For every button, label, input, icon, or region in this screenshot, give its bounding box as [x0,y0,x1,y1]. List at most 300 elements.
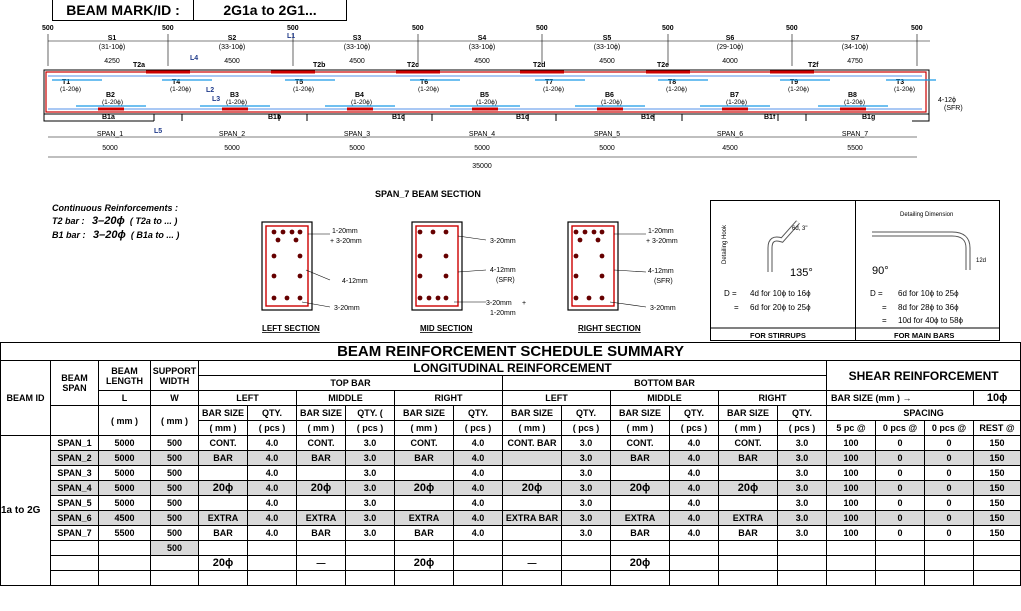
h-qty-5: QTY. [670,406,719,421]
side-bar-dot [418,254,423,259]
top-left-qty: 4.0 [248,526,297,541]
bot-right-qty: 3.0 [778,436,827,451]
top-left-size: 20ϕ [199,556,248,571]
bot-mid-size: CONT. [611,436,670,451]
bot-left-size [503,451,562,466]
length-cell: 5000 [99,496,151,511]
stirrup-rule-1: 4d for 10ϕ to 16ϕ [750,289,811,298]
side-bar-dot [600,274,605,279]
bot-right-size: BAR [719,451,778,466]
top-left-qty: 4.0 [248,451,297,466]
bottom-bar-spec: (1-20ϕ) [226,99,247,106]
bot-right-qty: 3.0 [778,526,827,541]
side-bar-dot [272,254,277,259]
bottom-bar-dot [272,296,277,301]
stirrup-angle: 135° [790,267,813,279]
span-length: 5000 [599,145,615,152]
t2-note: ( T2a to ... ) [129,216,178,226]
top-bar-tag: T2a [133,62,146,69]
bot-right-size: EXTRA [719,511,778,526]
bottom-bar-spec: (1-20ϕ) [601,99,622,106]
sp-h-1: 0 pcs @ [876,421,925,436]
width-cell: 500 [151,481,199,496]
span-stirrup-length: 4500 [599,58,615,65]
bottom-bar-id: B8 [848,92,857,99]
h-bot-left: LEFT [503,391,611,406]
span-stirrup-id: S2 [227,35,237,42]
top-mid-qty: 3.0 [346,481,395,496]
bot-left-qty: 3.0 [562,511,611,526]
spacing-cell: 100 [827,526,876,541]
bot-mid-qty [670,541,719,556]
spacing-cell: 0 [876,466,925,481]
sp-h-3: REST @ [974,421,1021,436]
support-block [912,114,929,121]
beam-tag: B1e [641,114,654,121]
top-mid-qty: 3.0 [346,466,395,481]
span-stirrup-bars: (29-10ϕ) [716,44,744,51]
bottom-bar-dot [600,296,605,301]
side-bars-note: (SFR) [944,105,963,112]
beam-tag: B1f [764,114,776,121]
mid-bot-plus: + [522,300,527,307]
top-bar-id: T5 [295,79,304,86]
bot-mid-qty: 4.0 [670,496,719,511]
top-right-size: 20ϕ [395,481,454,496]
beam-id-cell: 1a to 2G [1,436,51,586]
right-top-label: 1-20mm [648,228,674,235]
stirrup-caption: FOR STIRRUPS [750,331,806,340]
top-mid-size: EXTRA [297,511,346,526]
spacing-cell: 100 [827,496,876,511]
top-right-qty: 4.0 [454,451,503,466]
spacing-cell: 100 [827,436,876,451]
width-cell [151,556,199,571]
h-mm-4: ( mm ) [503,421,562,436]
h-bs-1: BAR SIZE [199,406,248,421]
bot-mid-size [611,496,670,511]
total-length: 35000 [472,163,492,170]
mainbar-angle: 90° [872,265,889,277]
h-L: L [99,391,151,406]
bottom-bar-id: B7 [730,92,739,99]
bot-right-qty [778,556,827,571]
top-bar-tag: T2f [808,62,819,69]
length-cell [99,571,151,586]
spacing-cell: 100 [827,466,876,481]
stirrup-eq: = [734,303,739,312]
top-bar-id: T8 [668,79,677,86]
spacing-cell: 150 [974,436,1021,451]
span-length: 4500 [722,145,738,152]
stirrup-detail-box [711,201,856,341]
top-left-qty [248,571,297,586]
top-right-qty: 4.0 [454,496,503,511]
h-beam-span: BEAM SPAN [51,361,99,406]
bot-left-qty: 3.0 [562,496,611,511]
h-spacing: SPACING [827,406,1021,421]
h-pcs-3: ( pcs ) [454,421,503,436]
top-bar-id: T7 [545,79,554,86]
lap-mark: L1 [287,33,296,40]
bottom-bar-id: B4 [355,92,364,99]
width-cell: 500 [151,496,199,511]
span-length: 5000 [349,145,365,152]
top-left-qty [248,556,297,571]
bot-left-size [503,541,562,556]
h-qty-2: QTY. ( [346,406,395,421]
span-length: 5000 [102,145,118,152]
top-bar-tag: T2b [313,62,326,69]
top-mid-qty: 3.0 [346,451,395,466]
side-bar-dot [444,254,449,259]
top-mid-qty [346,556,395,571]
bot-right-size [719,466,778,481]
bot-right-size: 20ϕ [719,481,778,496]
width-cell: 500 [151,466,199,481]
spacing-cell: 0 [925,451,974,466]
span-length: 5500 [847,145,863,152]
support-block [778,114,806,121]
bottom-bar-id: B3 [230,92,239,99]
top-bar-dot [431,230,436,235]
bottom-bar-spec: (1-20ϕ) [844,99,865,106]
top-mid-size [297,496,346,511]
span-length: 5000 [224,145,240,152]
side-bar-dot [298,274,303,279]
bot-left-qty: 3.0 [562,481,611,496]
mid-bot2-label: 1-20mm [490,310,516,317]
spacing-cell [827,556,876,571]
top-left-qty: 4.0 [248,511,297,526]
top-left-size: BAR [199,526,248,541]
top-right-qty [454,541,503,556]
spacing-cell: 0 [876,481,925,496]
h-pcs-2: ( pcs ) [346,421,395,436]
stirrup-d-eq: D = [724,289,737,298]
bot-mid-size [611,571,670,586]
left-bot-label: 3-20mm [334,305,360,312]
bottom-bar-id: B5 [480,92,489,99]
top-bar-dot [294,238,299,243]
bot-right-qty [778,571,827,586]
top-bar-dot [272,230,277,235]
top-bar-dot [276,238,281,243]
bottom-bar-dot [418,296,423,301]
b1-label: B1 bar : [52,230,86,240]
spacing-cell: 150 [974,526,1021,541]
sp-h-0: 5 pc @ [827,421,876,436]
mid-side-label: 4-12mm [490,267,516,274]
span-stirrup-bars: (33-10ϕ) [468,44,496,51]
span-cell: SPAN_5 [51,496,99,511]
lap-mark: L3 [212,96,221,103]
spacing-cell: 0 [925,496,974,511]
span-cell: SPAN_4 [51,481,99,496]
bot-right-size: BAR [719,526,778,541]
bottom-bar-dot [298,296,303,301]
width-cell: 500 [151,451,199,466]
bottom-bar-spec: (1-20ϕ) [476,99,497,106]
span-name: SPAN_1 [96,131,124,138]
span-stirrup-id: S4 [477,35,487,42]
spacing-cell: 150 [974,451,1021,466]
h-bs-6: BAR SIZE [719,406,778,421]
top-right-size: EXTRA [395,511,454,526]
bottom-bar-dot [444,296,449,301]
bot-mid-qty: 4.0 [670,511,719,526]
spacing-cell [974,556,1021,571]
beam-sections [250,212,700,337]
support-block [279,114,307,121]
width-cell: 500 [151,526,199,541]
span-name: SPAN_4 [468,131,496,138]
h-top-right: RIGHT [395,391,503,406]
length-cell [99,541,151,556]
schedule-title: BEAM REINFORCEMENT SCHEDULE SUMMARY [1,343,1021,361]
h-pcs-4: ( pcs ) [562,421,611,436]
top-left-size [199,541,248,556]
support-width-label: 500 [536,25,548,32]
section-title: SPAN_7 BEAM SECTION [375,189,481,199]
h-beam-length: BEAM LENGTH [99,361,151,391]
width-cell: 500 [151,436,199,451]
span-name: SPAN_7 [841,131,869,138]
top-right-qty [454,556,503,571]
bot-left-qty [562,571,611,586]
hook-details [710,200,1000,342]
bot-left-size [503,466,562,481]
top-mid-size [297,466,346,481]
h-bot-middle: MIDDLE [611,391,719,406]
top-mid-qty: 3.0 [346,526,395,541]
bot-mid-qty [670,556,719,571]
top-right-size [395,541,454,556]
support-block [404,114,432,121]
bot-left-size: — [503,556,562,571]
bot-mid-size: EXTRA [611,511,670,526]
span-length: 5000 [474,145,490,152]
mainbar-rule-3: 10d for 40ϕ to 58ϕ [898,316,964,325]
bot-right-size: CONT. [719,436,778,451]
width-cell [151,571,199,586]
top-bar-id: T4 [172,79,181,86]
bot-right-qty: 3.0 [778,466,827,481]
span-name: SPAN_6 [716,131,744,138]
h-bot-right: RIGHT [719,391,827,406]
span-cell: SPAN_2 [51,451,99,466]
bot-right-qty [778,541,827,556]
span-name: SPAN_3 [343,131,371,138]
lap-mark: L5 [154,128,163,135]
span-stirrup-id: S7 [850,35,860,42]
side-bar-dot [272,274,277,279]
mainbar-rule-1: 6d for 10ϕ to 25ϕ [898,289,959,298]
span-stirrup-length: 4500 [349,58,365,65]
h-bs-5: BAR SIZE [611,406,670,421]
width-cell: 500 [151,511,199,526]
top-mid-size: CONT. [297,436,346,451]
side-bar-dot [574,254,579,259]
bottom-bar-dot [285,296,290,301]
top-bar-dot [281,230,286,235]
top-left-size: 20ϕ [199,481,248,496]
span-stirrup-id: S6 [725,35,735,42]
support-width-label: 500 [662,25,674,32]
span-cell: SPAN_3 [51,466,99,481]
span-stirrup-length: 4500 [474,58,490,65]
right-section-label: RIGHT SECTION [578,324,641,333]
top-mid-size: 20ϕ [297,481,346,496]
top-bar-spec: (1-20ϕ) [894,86,915,93]
spacing-cell: 100 [827,451,876,466]
top-bar-dot [596,238,601,243]
top-bar-dot [583,230,588,235]
left-side-label: 4-12mm [342,278,368,285]
bot-left-qty: 3.0 [562,451,611,466]
h-pcs-6: ( pcs ) [778,421,827,436]
h-mm-2: ( mm ) [297,421,346,436]
bot-mid-qty [670,571,719,586]
top-bar-spec: (1-20ϕ) [170,86,191,93]
spacing-cell [974,541,1021,556]
bot-left-size: EXTRA BAR [503,511,562,526]
side-bars-label: 4-12ϕ [938,97,956,104]
length-cell: 5500 [99,526,151,541]
top-mid-size [297,571,346,586]
top-bar-dot [592,230,597,235]
bot-left-size [503,526,562,541]
bot-mid-qty: 4.0 [670,436,719,451]
bot-mid-qty: 4.0 [670,466,719,481]
t2-value: 3–20ϕ [92,215,125,227]
h-longitudinal: LONGITUDINAL REINFORCEMENT [199,361,827,376]
bot-mid-size [611,466,670,481]
support-width-label: 500 [412,25,424,32]
h-qty-3: QTY. [454,406,503,421]
spacing-cell: 100 [827,481,876,496]
beam-mark-label: BEAM MARK/ID : [53,0,194,20]
t2-row [52,215,179,227]
bottom-bar-spec: (1-20ϕ) [351,99,372,106]
span-stirrup-bars: (34-10ϕ) [841,44,869,51]
top-bar-id: T9 [790,79,799,86]
span-cell [51,541,99,556]
spacing-cell [925,541,974,556]
bottom-bar-id: B2 [106,92,115,99]
spacing-cell: 150 [974,481,1021,496]
span-stirrup-id: S1 [107,35,117,42]
mainbar-eq-1: = [882,303,887,312]
table-row [1,571,1021,586]
h-bs-2: BAR SIZE [297,406,346,421]
bot-mid-size: BAR [611,451,670,466]
support-block [154,114,182,121]
h-mm-6: ( mm ) [719,421,778,436]
length-cell: 5000 [99,451,151,466]
spacing-cell: 150 [974,466,1021,481]
top-mid-qty [346,541,395,556]
span-stirrup-id: S3 [352,35,362,42]
spacing-cell: 0 [876,451,925,466]
top-right-qty: 4.0 [454,466,503,481]
top-left-size: EXTRA [199,511,248,526]
bot-right-qty: 3.0 [778,511,827,526]
h-bottom-bar: BOTTOM BAR [503,376,827,391]
bot-right-qty: 3.0 [778,496,827,511]
bottom-bar-id: B6 [605,92,614,99]
h-top-bar: TOP BAR [199,376,503,391]
top-left-qty: 4.0 [248,466,297,481]
spacing-cell: 150 [974,496,1021,511]
table-row [1,496,1021,511]
top-mid-qty [346,571,395,586]
lap-mark: L2 [206,87,215,94]
beam-elevation [0,20,1000,180]
shear-bar-size: 10ϕ [974,391,1021,406]
table-row [1,526,1021,541]
top-bar-dot [600,230,605,235]
spacing-cell [876,541,925,556]
span-stirrup-length: 4750 [847,58,863,65]
beam-mark-value: 2G1a to 2G1... [223,2,317,18]
b1-row [52,229,179,241]
stirrup-detailing-text: Detailing Hook [722,224,728,264]
h-pcs-5: ( pcs ) [670,421,719,436]
h-W: W [151,391,199,406]
top-left-size: BAR [199,451,248,466]
bot-right-qty: 3.0 [778,451,827,466]
mainbar-eq-2: = [882,316,887,325]
top-left-qty: 4.0 [248,436,297,451]
h-qty-6: QTY. [778,406,827,421]
spacing-cell: 150 [974,511,1021,526]
top-right-qty: 4.0 [454,481,503,496]
top-bar-spec: (1-20ϕ) [788,86,809,93]
b1-note: ( B1a to ... ) [130,230,180,240]
top-left-qty [248,541,297,556]
spacing-cell: 0 [925,511,974,526]
beam-tag: B1a [102,114,115,121]
length-cell: 5000 [99,436,151,451]
top-bar-tag: T2c [407,62,420,69]
table-row [1,481,1021,496]
top-mid-qty: 3.0 [346,496,395,511]
spacing-cell: 0 [925,526,974,541]
bottom-bar-dot [587,296,592,301]
right-top2-label: + 3-20mm [646,238,678,245]
right-side-label: 4-12mm [648,268,674,275]
top-right-qty: 4.0 [454,511,503,526]
h-bar-size-arrow: BAR SIZE (mm ) → [827,391,974,406]
bottom-bar-dot [574,296,579,301]
top-bar-spec: (1-20ϕ) [60,86,81,93]
top-mid-size: BAR [297,526,346,541]
bot-right-qty: 3.0 [778,481,827,496]
right-side-note: (SFR) [654,278,673,285]
side-bar-dot [574,274,579,279]
h-top-middle: MIDDLE [297,391,395,406]
top-right-qty: 4.0 [454,436,503,451]
span-cell: SPAN_1 [51,436,99,451]
support-width-label: 500 [287,25,299,32]
support-width-label: 500 [162,25,174,32]
spacing-cell [925,571,974,586]
side-bar-dot [444,274,449,279]
bot-left-qty [562,541,611,556]
spacing-cell: 0 [876,526,925,541]
mid-top-label: 3-20mm [490,238,516,245]
